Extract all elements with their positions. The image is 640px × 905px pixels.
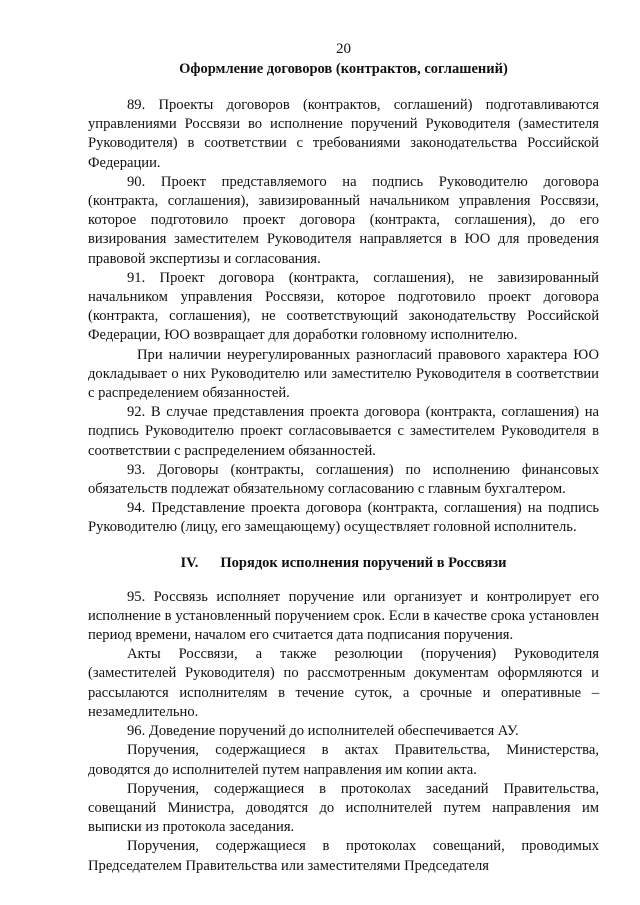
paragraph-95: 95. Россвязь исполняет поручение или организует и контролирует его исполнение в установленный поручением срок. Если в качестве срока установлен период времени, началом его считается дата подписания поручения. (88, 588, 599, 644)
paragraph-93: 93. Договоры (контракты, соглашения) по исполнению финансовых обязательств подлежат обязательному согласованию с главным бухгалтером. (88, 461, 599, 498)
section-heading-number: IV. (180, 554, 199, 571)
page-number: 20 (336, 41, 351, 57)
paragraph-89: 89. Проекты договоров (контрактов, соглашений) подготавливаются управлениями Россвязи во исполнение поручений Руководителя (заместителя Руководителя) в соответствии с требованиями законодательства Российской Федерации. (88, 97, 599, 171)
paragraphs-top (88, 96, 599, 538)
section-heading (88, 554, 599, 572)
paragraph-96-meetings: Поручения, содержащиеся в протоколах совещаний, проводимых Председателем Правительства или заместителями Председателя (88, 838, 599, 874)
paragraph-96-acts: Поручения, содержащиеся в актах Правительства, Министерства, доводятся до исполнителей путем направления им копии акта. (88, 742, 599, 778)
section-title: Оформление договоров (контрактов, соглашений) (179, 61, 508, 77)
paragraph-91: 91. Проект договора (контракта, соглашения), не завизированный начальником управления Россвязи, которое подготовило проект договора (контракта, соглашения), не соответствующий законодательству Российской Федерации, ЮО возвращает для доработки головному исполнителю. (88, 269, 599, 344)
paragraph-91-continuation: При наличии неурегулированных разногласий правового характера ЮО докладывает о них Руководителю или заместителю Руководителя в соответствии с распределением обязанностей. (88, 346, 599, 402)
paragraphs-bottom (88, 588, 599, 876)
paragraph-92: 92. В случае представления проекта договора (контракта, соглашения) на подпись Руководителю проект согласовывается с заместителем Руководителя в соответствии с распределением обязанностей. (88, 404, 599, 459)
paragraph-96-protocols: Поручения, содержащиеся в протоколах заседаний Правительства, совещаний Министра, доводятся до исполнителей путем направления им выписки из протокола заседания. (88, 780, 599, 836)
paragraph-94: 94. Представление проекта договора (контракта, соглашения) на подпись Руководителю (лицу, его замещающему) осуществляет головной исполнитель. (88, 500, 599, 536)
paragraph-90: 90. Проект представляемого на подпись Руководителю договора (контракта, соглашения), завизированный начальником управления Россвязи, которое подготовило проект договора (контракта, соглашения), до его визирования заместителем Руководителя направляется в ЮО для проведения правовой экспертизы и согласования. (88, 173, 599, 267)
section-heading-text: Порядок исполнения поручений в Россвязи (220, 554, 507, 571)
paragraph-96: 96. Доведение поручений до исполнителей обеспечивается АУ. (127, 723, 519, 740)
paragraph-95-acts: Акты Россвязи, а также резолюции (поручения) Руководителя (заместителей Руководителя) по рассмотренным документам оформляются и рассылаются исполнителям в течение суток, а срочные и оперативные – незамедлительно. (88, 646, 599, 720)
